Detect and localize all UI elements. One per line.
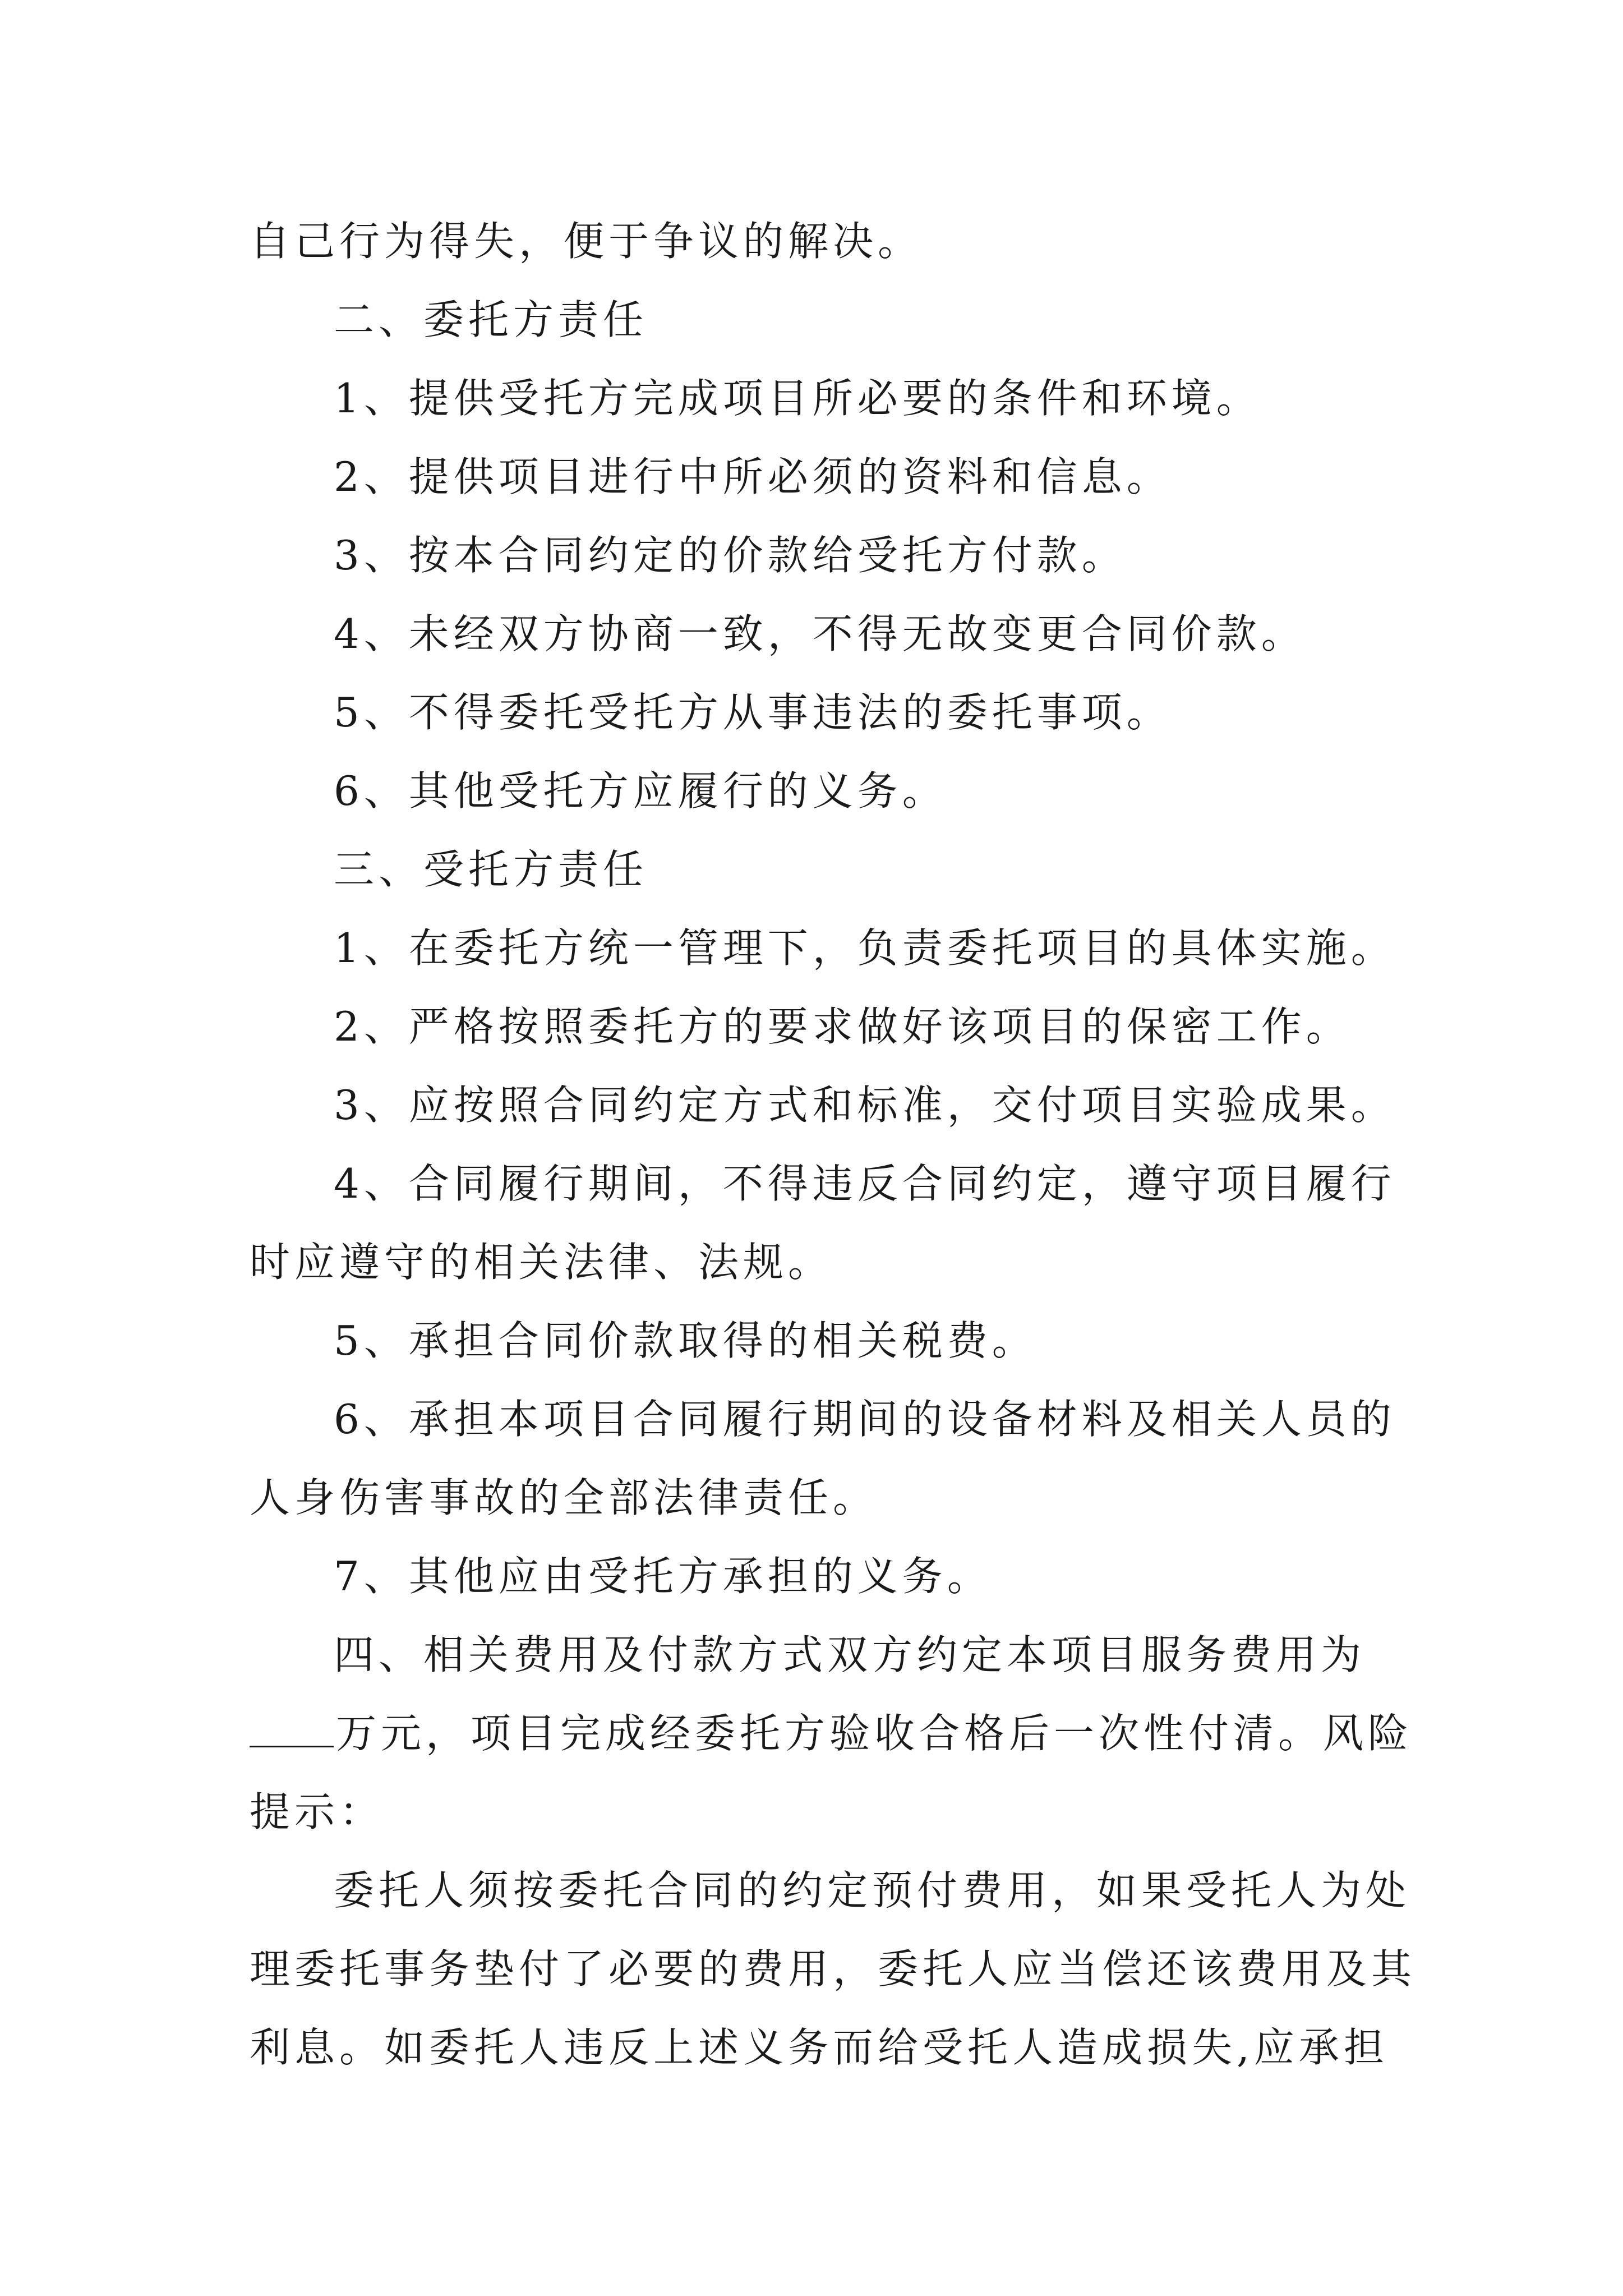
list-item [250,1144,1396,1223]
line-text: 二、委托方责任 [334,296,648,343]
line-text: 委托人须按委托合同的约定预付费用，如果受托人为处 [334,1867,1411,1914]
list-item [250,987,1385,1066]
line-text: 理委托事务垫付了必要的费用，委托人应当偿还该费用及其 [250,1945,1417,1993]
line-text: 4、未经双方协商一致，不得无故变更合同价款。 [334,610,1306,657]
line-text: 6、承担本项目合同履行期间的设备材料及相关人员的 [334,1396,1396,1443]
list-item [250,1066,1396,1144]
line-text: 利息。如委托人违反上述义务而给受托人造成损失,应承担 [250,2024,1389,2071]
line-text: 万元，项目完成经委托方验收合格后一次性付清。风险 [336,1710,1413,1757]
paragraph-line [250,1223,1385,1301]
line-text: 4、合同履行期间，不得违反合同约定，遵守项目履行 [334,1160,1396,1207]
line-text: 5、不得委托受托方从事违法的委托事项。 [334,689,1172,736]
line-text: 7、其他应由受托方承担的义务。 [334,1553,992,1600]
line-text: 1、提供受托方完成项目所必要的条件和环境。 [334,375,1261,422]
list-item [250,595,1385,673]
list-item [250,1537,1385,1616]
list-item [250,1301,1385,1380]
list-item [250,516,1385,595]
section-heading [250,280,1385,359]
section-heading [250,1616,1385,1694]
paragraph-line [250,202,1385,280]
line-text: 3、按本合同约定的价款给受托方付款。 [334,532,1127,579]
line-text: 2、提供项目进行中所必须的资料和信息。 [334,453,1172,500]
line-text: 3、应按照合同约定方式和标准，交付项目实验成果。 [334,1082,1396,1129]
line-text: 自己行为得失，便于争议的解决。 [250,218,923,265]
line-text: 提示： [250,1788,385,1835]
list-item [250,1380,1396,1458]
list-item [250,909,1396,987]
line-text: 6、其他受托方应履行的义务。 [334,767,947,815]
paragraph-line [250,2008,1389,2087]
line-text: 1、在委托方统一管理下，负责委托项目的具体实施。 [334,924,1396,972]
paragraph-line [250,1458,1385,1537]
fill-in-blank[interactable] [250,1712,334,1747]
list-item [250,438,1385,516]
document-page [250,202,1417,2087]
line-text: 人身伤害事故的全部法律责任。 [250,1474,878,1521]
line-text: 时应遵守的相关法律、法规。 [250,1239,833,1286]
section-heading [250,830,1385,909]
line-text: 四、相关费用及付款方式双方约定本项目服务费用为 [334,1631,1366,1678]
paragraph-line [250,1773,1385,1851]
paragraph-line [250,1851,1411,1930]
line-text: 三、受托方责任 [334,846,648,893]
list-item [250,673,1385,752]
paragraph-line [250,1930,1417,2008]
line-text: 2、严格按照委托方的要求做好该项目的保密工作。 [334,1003,1351,1050]
list-item [250,359,1385,438]
paragraph-line [250,1694,1413,1773]
line-text: 5、承担合同价款取得的相关税费。 [334,1317,1037,1364]
list-item [250,752,1385,830]
